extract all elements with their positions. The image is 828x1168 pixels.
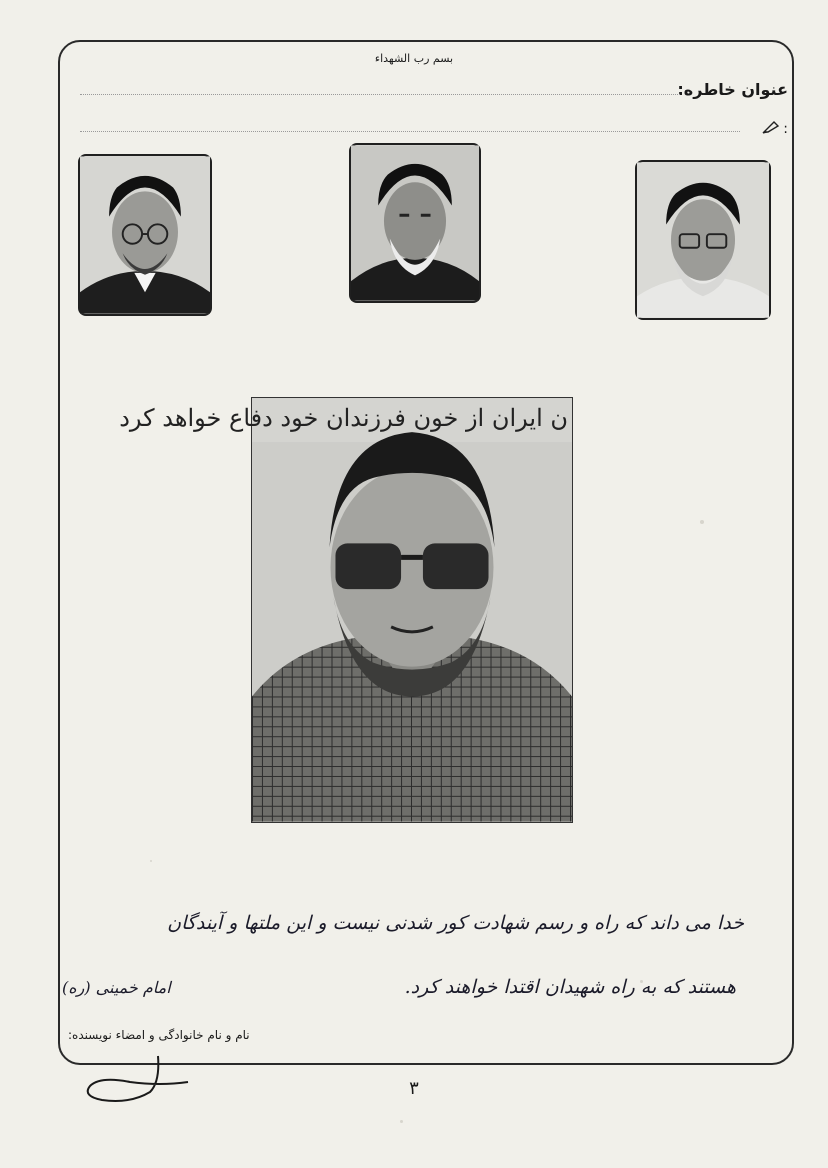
portrait-center [349, 143, 481, 303]
portrait-left [78, 154, 212, 316]
portrait-right [635, 160, 771, 320]
quote-line-1: خدا می داند که راه و رسم شهادت کور شدنی نیست و این ملتها و آیندگان [167, 912, 744, 934]
pen-line [762, 120, 788, 138]
photo-banner-text: ن ایران از خون فرزندان خود دفاع خواهد کرد [119, 404, 568, 432]
memory-title-label: عنوان خاطره: [677, 80, 788, 99]
pen-line-colon: : [783, 121, 788, 137]
quote-line-2: هستند که به راه شهیدان اقتدا خواهند کرد. [404, 976, 736, 998]
martyr-photo [119, 397, 573, 823]
pen-icon [762, 120, 780, 138]
writer-name-label: نام و نام خانوادگی و امضاء نویسنده: [68, 1028, 250, 1042]
quote-attribution: امام خمینی (ره) [62, 978, 171, 997]
header-basmala: بسم رب الشهداء [374, 52, 454, 65]
pen-dotted-line [80, 131, 740, 132]
page-number: ۳ [409, 1078, 419, 1099]
title-dotted-line [80, 94, 680, 95]
